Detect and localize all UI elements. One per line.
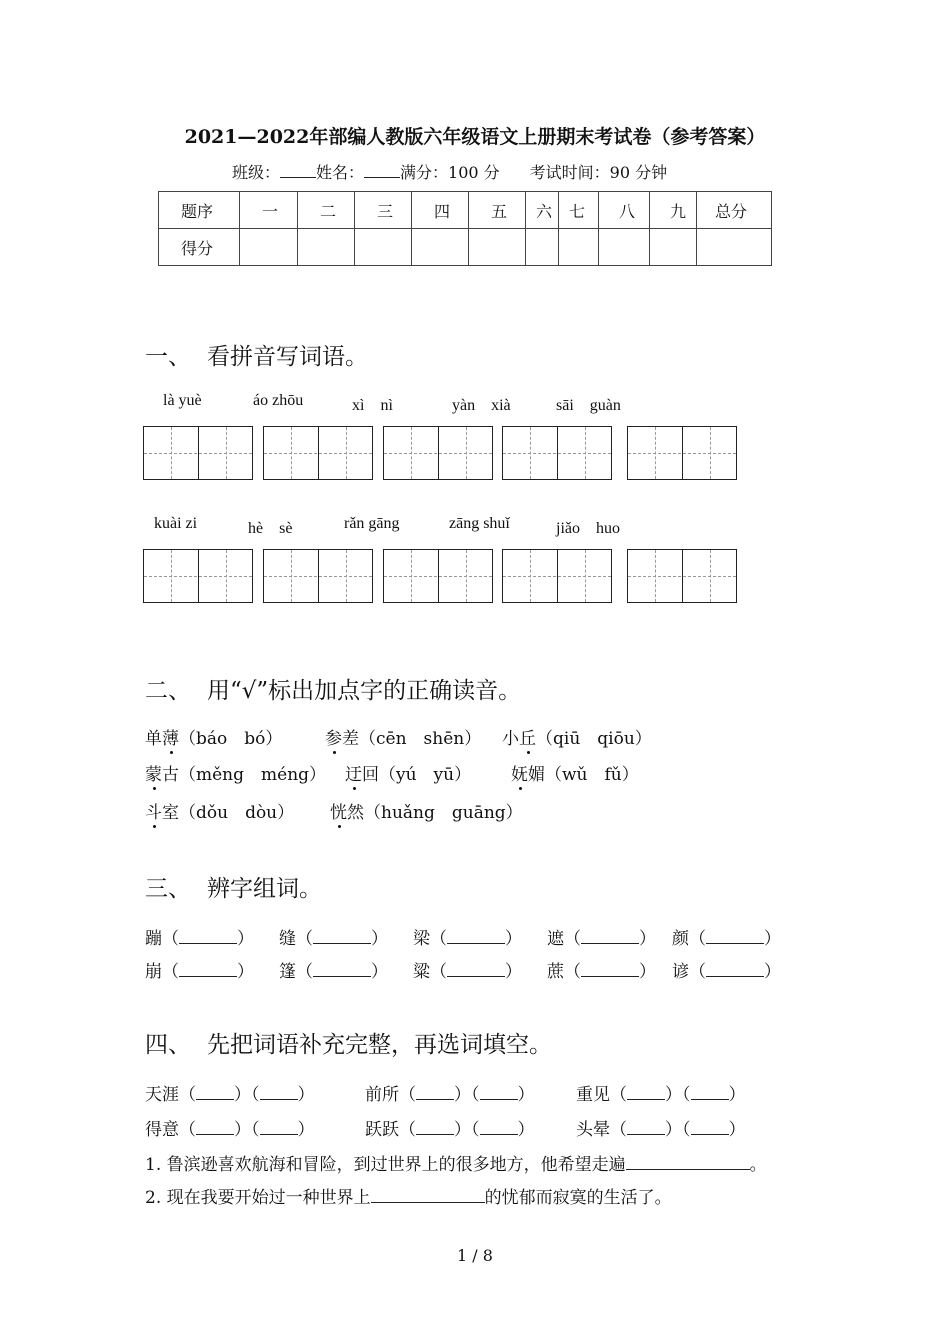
writing-grid[interactable] (143, 426, 253, 480)
table-cell: 题序 (159, 192, 240, 229)
score-cell[interactable] (240, 229, 298, 266)
table-cell: 一 (240, 192, 298, 229)
idiom-prefix: 头晕 (576, 1120, 610, 1140)
table-cell: 总分 (697, 192, 772, 229)
sentence-text: 。 (749, 1155, 767, 1175)
page-number: 1 / 8 (457, 1246, 493, 1265)
section-4-heading (145, 1026, 552, 1059)
score-cell[interactable] (559, 229, 599, 266)
reading-item[interactable] (330, 798, 523, 823)
idiom-prefix: 重见 (576, 1085, 610, 1105)
name-label: 姓名： (316, 163, 365, 182)
section-title: 辨字组词。 (207, 876, 322, 902)
reading-options: （dǒu dòu） (179, 803, 295, 823)
reading-item[interactable] (345, 760, 471, 785)
char: 粱 (413, 962, 430, 982)
score-table-score-row (159, 229, 772, 266)
class-label: 班级： (232, 163, 281, 182)
score-cell[interactable] (599, 229, 650, 266)
pinyin-label: rǎn gāng (344, 515, 400, 532)
char: 谚 (672, 962, 689, 982)
idiom-prefix: 跃跃 (365, 1120, 399, 1140)
full-score: 满分：100 分 (400, 163, 500, 182)
section-number: 三、 (145, 876, 191, 902)
char: 回 (362, 765, 379, 785)
word-item[interactable]: 崩（ ） (145, 962, 254, 982)
char: 颜 (672, 929, 689, 949)
sentence-text: 1. 鲁滨逊喜欢航海和冒险，到过世界上的很多地方，他希望走遍 (145, 1155, 626, 1175)
char: 媚 (528, 765, 545, 785)
char: 缝 (279, 929, 296, 949)
char: 蹦 (145, 929, 162, 949)
dotted-char: 蒙 (145, 760, 162, 785)
writing-grid[interactable] (502, 426, 612, 480)
table-cell: 七 (559, 192, 599, 229)
word-item[interactable]: 蔗（ ） (547, 962, 656, 982)
dotted-char: 薄 (162, 724, 179, 749)
word-item[interactable]: 粱（ ） (413, 962, 522, 982)
dotted-char: 斗 (145, 798, 162, 823)
score-cell[interactable] (355, 229, 412, 266)
word-item[interactable]: 遮（ ） (547, 929, 656, 949)
char: 室 (162, 803, 179, 823)
reading-item[interactable] (325, 724, 481, 749)
table-cell: 二 (298, 192, 355, 229)
idiom-item[interactable]: 跃跃（ ）（ ） (365, 1120, 535, 1140)
answer-blank[interactable] (371, 1188, 485, 1203)
idiom-item[interactable]: 天涯（ ）（ ） (145, 1085, 315, 1105)
idiom-prefix: 前所 (365, 1085, 399, 1105)
fill-sentence-2 (145, 1183, 672, 1208)
writing-grid[interactable] (383, 549, 493, 603)
table-cell: 四 (412, 192, 469, 229)
reading-item[interactable] (145, 798, 294, 823)
reading-options: （měng méng） (179, 765, 327, 785)
score-table (158, 191, 772, 266)
reading-options: （huǎng guāng） (364, 803, 523, 823)
dotted-char: 丘 (519, 724, 536, 749)
idiom-prefix: 得意 (145, 1120, 179, 1140)
score-table-header-row (159, 192, 772, 229)
reading-item[interactable] (145, 724, 282, 749)
sentence-text: 2. 现在我要开始过一种世界上 (145, 1188, 371, 1208)
fill-sentence-1 (145, 1150, 767, 1175)
word-item[interactable]: 蹦（ ） (145, 929, 254, 949)
section-number: 四、 (145, 1032, 191, 1058)
idiom-item[interactable]: 重见（ ）（ ） (576, 1085, 746, 1105)
writing-grid[interactable] (263, 549, 373, 603)
table-cell: 五 (469, 192, 526, 229)
writing-grid[interactable] (383, 426, 493, 480)
class-blank[interactable] (280, 163, 316, 178)
word-item[interactable]: 篷（ ） (279, 962, 388, 982)
pinyin-label: jiǎo huo (556, 520, 620, 537)
section-number: 一、 (145, 344, 191, 370)
section-title: 用“√”标出加点字的正确读音。 (207, 678, 522, 704)
char: 单 (145, 729, 162, 749)
pinyin-label: kuài zi (154, 515, 198, 532)
char: 然 (347, 803, 364, 823)
idiom-item[interactable]: 头晕（ ）（ ） (576, 1120, 746, 1140)
dotted-char: 妩 (511, 760, 528, 785)
char: 遮 (547, 929, 564, 949)
score-cell[interactable] (469, 229, 526, 266)
writing-grid[interactable] (627, 549, 737, 603)
pinyin-label: sāi guàn (556, 397, 621, 414)
reading-options: （qiū qiōu） (536, 729, 652, 749)
reading-options: （báo bó） (179, 729, 283, 749)
dotted-char: 恍 (330, 798, 347, 823)
char: 小 (502, 729, 519, 749)
reading-options: （yú yū） (379, 765, 472, 785)
name-blank[interactable] (364, 163, 400, 178)
char: 古 (162, 765, 179, 785)
pinyin-label: xì nì (352, 397, 393, 414)
char: 蔗 (547, 962, 564, 982)
idiom-item[interactable]: 得意（ ）（ ） (145, 1120, 315, 1140)
word-item[interactable]: 缝（ ） (279, 929, 388, 949)
reading-item[interactable] (502, 724, 652, 749)
pinyin-label: là yuè (163, 392, 202, 409)
char: 篷 (279, 962, 296, 982)
writing-grid[interactable] (502, 549, 612, 603)
writing-grid[interactable] (263, 426, 373, 480)
table-cell: 八 (599, 192, 650, 229)
pinyin-label: áo zhōu (253, 392, 304, 409)
answer-blank[interactable] (626, 1155, 750, 1170)
exam-info-line (232, 160, 667, 183)
page-title: 2021—2022年部编人教版六年级语文上册期末考试卷（参考答案） (184, 126, 766, 148)
char: 崩 (145, 962, 162, 982)
section-title: 看拼音写词语。 (207, 344, 368, 370)
table-cell: 六 (526, 192, 559, 229)
reading-options: （cēn shēn） (359, 729, 482, 749)
dotted-char: 参 (325, 724, 342, 749)
score-cell[interactable] (526, 229, 559, 266)
exam-time: 考试时间：90 分钟 (529, 163, 668, 182)
table-cell: 九 (650, 192, 697, 229)
score-cell[interactable] (697, 229, 772, 266)
idiom-item[interactable]: 前所（ ）（ ） (365, 1085, 535, 1105)
section-3-heading (145, 870, 322, 903)
reading-item[interactable] (145, 760, 326, 785)
reading-options: （wǔ fǔ） (545, 765, 639, 785)
table-cell: 三 (355, 192, 412, 229)
section-1-heading (145, 338, 368, 371)
char: 梁 (413, 929, 430, 949)
pinyin-label: zāng shuǐ (449, 515, 510, 532)
score-cell[interactable] (412, 229, 469, 266)
idiom-prefix: 天涯 (145, 1085, 179, 1105)
word-item[interactable]: 颜（ ） (672, 929, 781, 949)
section-2-heading (145, 672, 521, 705)
table-cell: 得分 (159, 229, 240, 266)
score-cell[interactable] (298, 229, 355, 266)
section-title: 先把词语补充完整，再选词填空。 (207, 1032, 552, 1058)
writing-grid[interactable] (627, 426, 737, 480)
word-item[interactable]: 谚（ ） (672, 962, 781, 982)
dotted-char: 迂 (345, 760, 362, 785)
char: 差 (342, 729, 359, 749)
score-cell[interactable] (650, 229, 697, 266)
word-item[interactable]: 梁（ ） (413, 929, 522, 949)
sentence-text: 的忧郁而寂寞的生活了。 (484, 1188, 672, 1208)
section-number: 二、 (145, 678, 191, 704)
pinyin-label: yàn xià (452, 397, 511, 414)
reading-item[interactable] (511, 760, 639, 785)
writing-grid[interactable] (143, 549, 253, 603)
pinyin-label: hè sè (248, 520, 293, 537)
